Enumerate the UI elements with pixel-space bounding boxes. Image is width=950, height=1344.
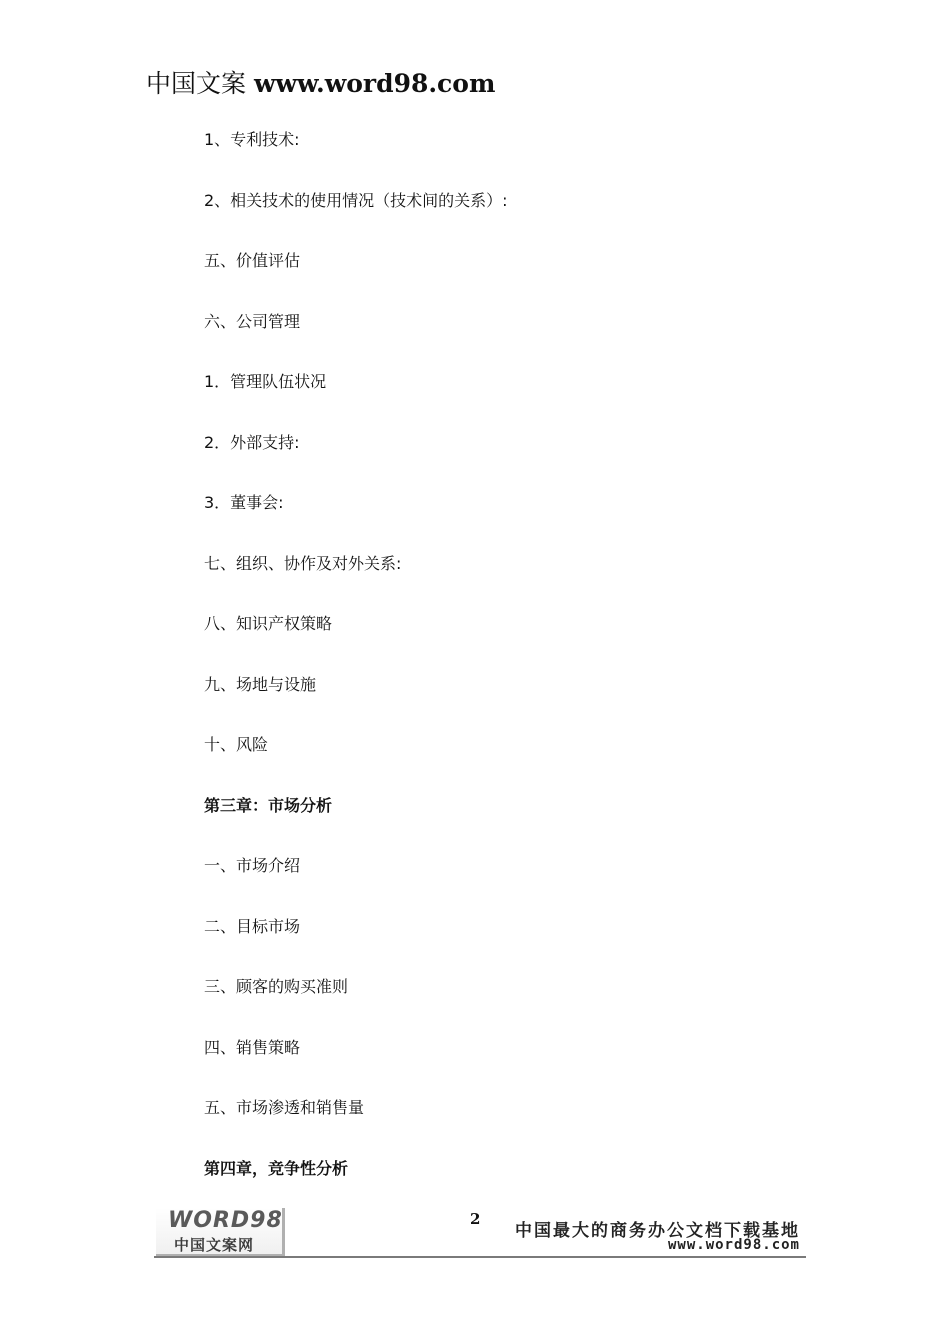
outline-item: 六、公司管理 — [204, 311, 301, 331]
footer-rule — [154, 1256, 806, 1258]
page-header — [146, 64, 495, 100]
outline-item: 二、目标市场 — [204, 916, 301, 936]
logo-word: WORD98 — [168, 1208, 283, 1233]
word98-logo — [156, 1208, 285, 1256]
outline-item: 3．董事会: — [204, 493, 284, 512]
chapter-heading: 第三章：市场分析 — [204, 795, 333, 815]
header-brand: 中国文案 — [146, 69, 247, 98]
outline-item: 2．外部支持: — [204, 432, 300, 452]
outline-item: 十、风险 — [204, 735, 269, 754]
page-number: 2 — [470, 1210, 481, 1228]
chapter-heading: 第四章，竞争性分析 — [204, 1158, 349, 1178]
outline-item: 三、顾客的购买准则 — [204, 977, 349, 996]
outline-item: 1、专利技术: — [204, 130, 300, 149]
outline-item: 七、组织、协作及对外关系: — [204, 553, 402, 573]
outline-item: 五、价值评估 — [204, 251, 301, 270]
outline-item: 1．管理队伍状况 — [204, 372, 327, 391]
header-url: www.word98.com — [253, 69, 496, 98]
logo-subtitle: 中国文案网 — [174, 1236, 255, 1254]
outline-item: 八、知识产权策略 — [204, 614, 333, 633]
page-footer — [154, 1206, 806, 1258]
document-body — [204, 128, 508, 1217]
outline-item: 四、销售策略 — [204, 1037, 301, 1057]
outline-item: 五、市场渗透和销售量 — [204, 1098, 365, 1117]
outline-item: 一、市场介绍 — [204, 856, 301, 875]
footer-slogan: 中国最大的商务办公文档下载基地 — [515, 1221, 800, 1241]
footer-site: www.word98.com — [667, 1237, 800, 1253]
outline-item: 九、场地与设施 — [204, 674, 317, 694]
outline-item: 2、相关技术的使用情况（技术间的关系）: — [204, 190, 508, 210]
